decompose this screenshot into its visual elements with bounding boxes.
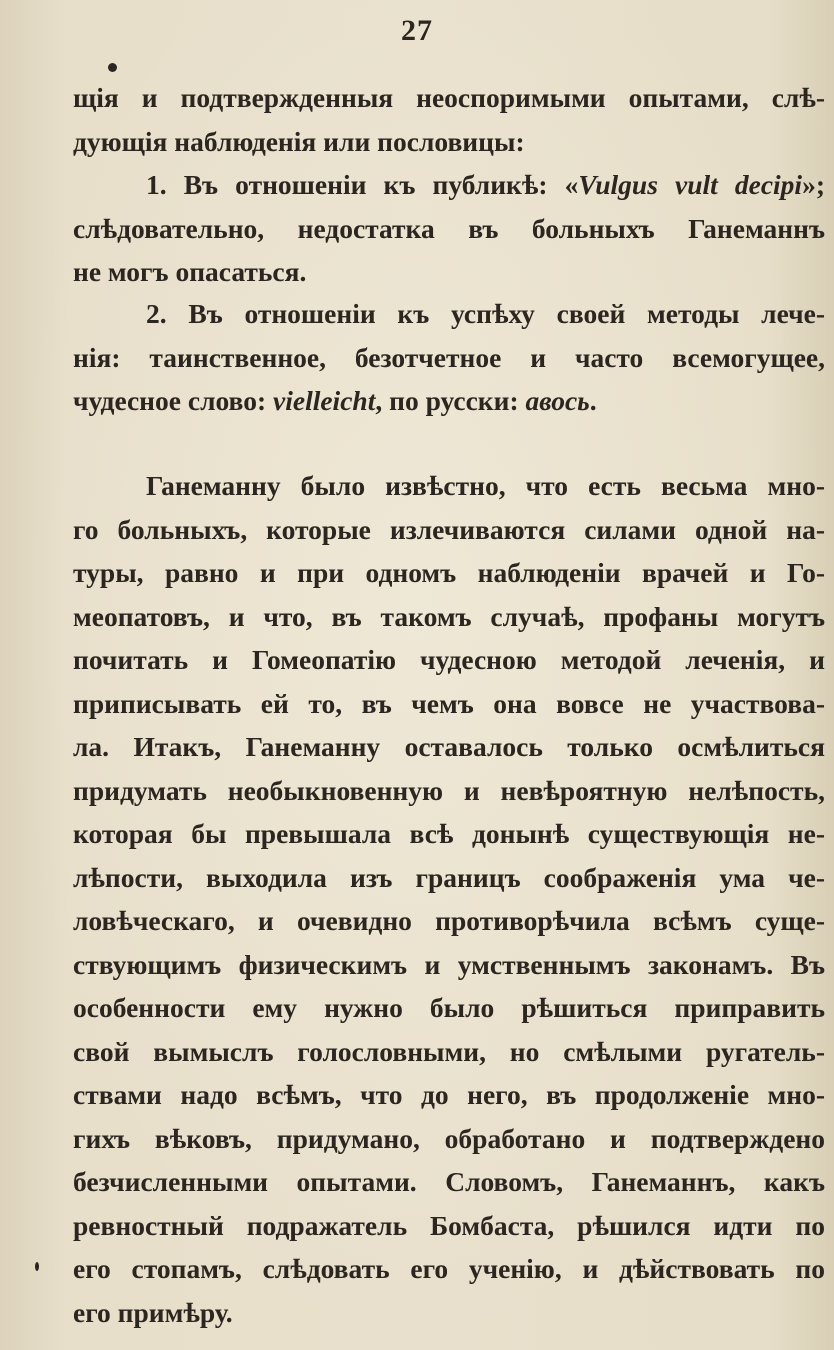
text-line: дующія наблюденія или пословицы: xyxy=(73,125,525,157)
text-segment: , по русски: xyxy=(375,385,526,416)
main-paragraph xyxy=(73,464,825,1334)
ink-blot xyxy=(35,1262,39,1271)
text-line: лѣпости, выходила изъ границъ соображенія ума че- xyxy=(73,861,825,893)
text-line: гихъ вѣковъ, придумано, обработано и подтверждено xyxy=(73,1122,825,1154)
latin-proverb: Vulgus vult decipi xyxy=(578,169,803,200)
text-segment: 1. Въ отношеніи къ публикѣ: « xyxy=(146,169,579,200)
text-line: ла. Итакъ, Ганеманну оставалось только осмѣлиться xyxy=(73,731,825,762)
text-line: слѣдовательно, недостатка въ больныхъ Ганеманнъ xyxy=(73,212,825,244)
text-line: го больныхъ, которые излечиваются силами одной на- xyxy=(73,513,825,545)
text-line: приписывать ей то, въ чемъ она вовсе не участвова- xyxy=(73,687,825,719)
text-line: меопатовъ, и что, въ такомъ случаѣ, профаны могутъ xyxy=(73,600,825,632)
text-line xyxy=(73,163,825,207)
text-line: Ганеманну было извѣстно, что есть весьма мно- xyxy=(146,470,825,501)
german-word: vielleicht xyxy=(273,385,376,416)
text-line: нія: таинственное, безотчетное и часто всемогущее, xyxy=(73,341,825,373)
text-line: придумать необыкновенную и невѣроятную нелѣпость, xyxy=(73,774,825,806)
opening-lines xyxy=(73,76,825,163)
text-line: почитать и Гомеопатію чудесною методой леченія, и xyxy=(73,644,825,675)
russian-word: авось xyxy=(525,385,590,416)
text-line: не могъ опасаться. xyxy=(73,256,307,287)
text-segment: »; xyxy=(802,169,825,200)
numbered-item-2 xyxy=(73,292,825,423)
text-line: ловѣческаго, и очевидно противорѣчила всѣмъ суще- xyxy=(73,905,825,936)
page-number: 27 xyxy=(401,14,433,47)
text-segment: . xyxy=(589,385,597,416)
text-line: которая бы превышала всѣ донынѣ существующія не- xyxy=(73,818,825,849)
text-line xyxy=(73,379,825,423)
text-line: свой вымыслъ голословными, но смѣлыми ругатель- xyxy=(73,1035,825,1067)
text-line: ревностный подражатель Бомбаста, рѣшился идти по xyxy=(73,1209,825,1241)
text-line: его примѣру. xyxy=(73,1296,233,1328)
ink-blot xyxy=(108,63,117,72)
text-line: безчисленными опытами. Словомъ, Ганеманнъ, какъ xyxy=(73,1166,825,1197)
text-line: щія и подтвержденныя неоспоримыми опытами, слѣ- xyxy=(73,82,825,113)
text-line: его стопамъ, слѣдовать его ученію, и дѣйствовать по xyxy=(73,1253,825,1284)
text-line: туры, равно и при одномъ наблюденіи врачей и Го- xyxy=(73,557,825,588)
text-line: особенности ему нужно было рѣшиться приправить xyxy=(73,992,825,1023)
text-line: ствами надо всѣмъ, что до него, въ продолженіе мно- xyxy=(73,1079,825,1110)
numbered-item-1 xyxy=(73,163,825,294)
text-segment: чудесное слово: xyxy=(73,385,274,416)
text-line: ствующимъ физическимъ и умственнымъ законамъ. Въ xyxy=(73,948,825,980)
text-line: 2. Въ отношеніи къ успѣху своей методы лече- xyxy=(146,298,825,329)
